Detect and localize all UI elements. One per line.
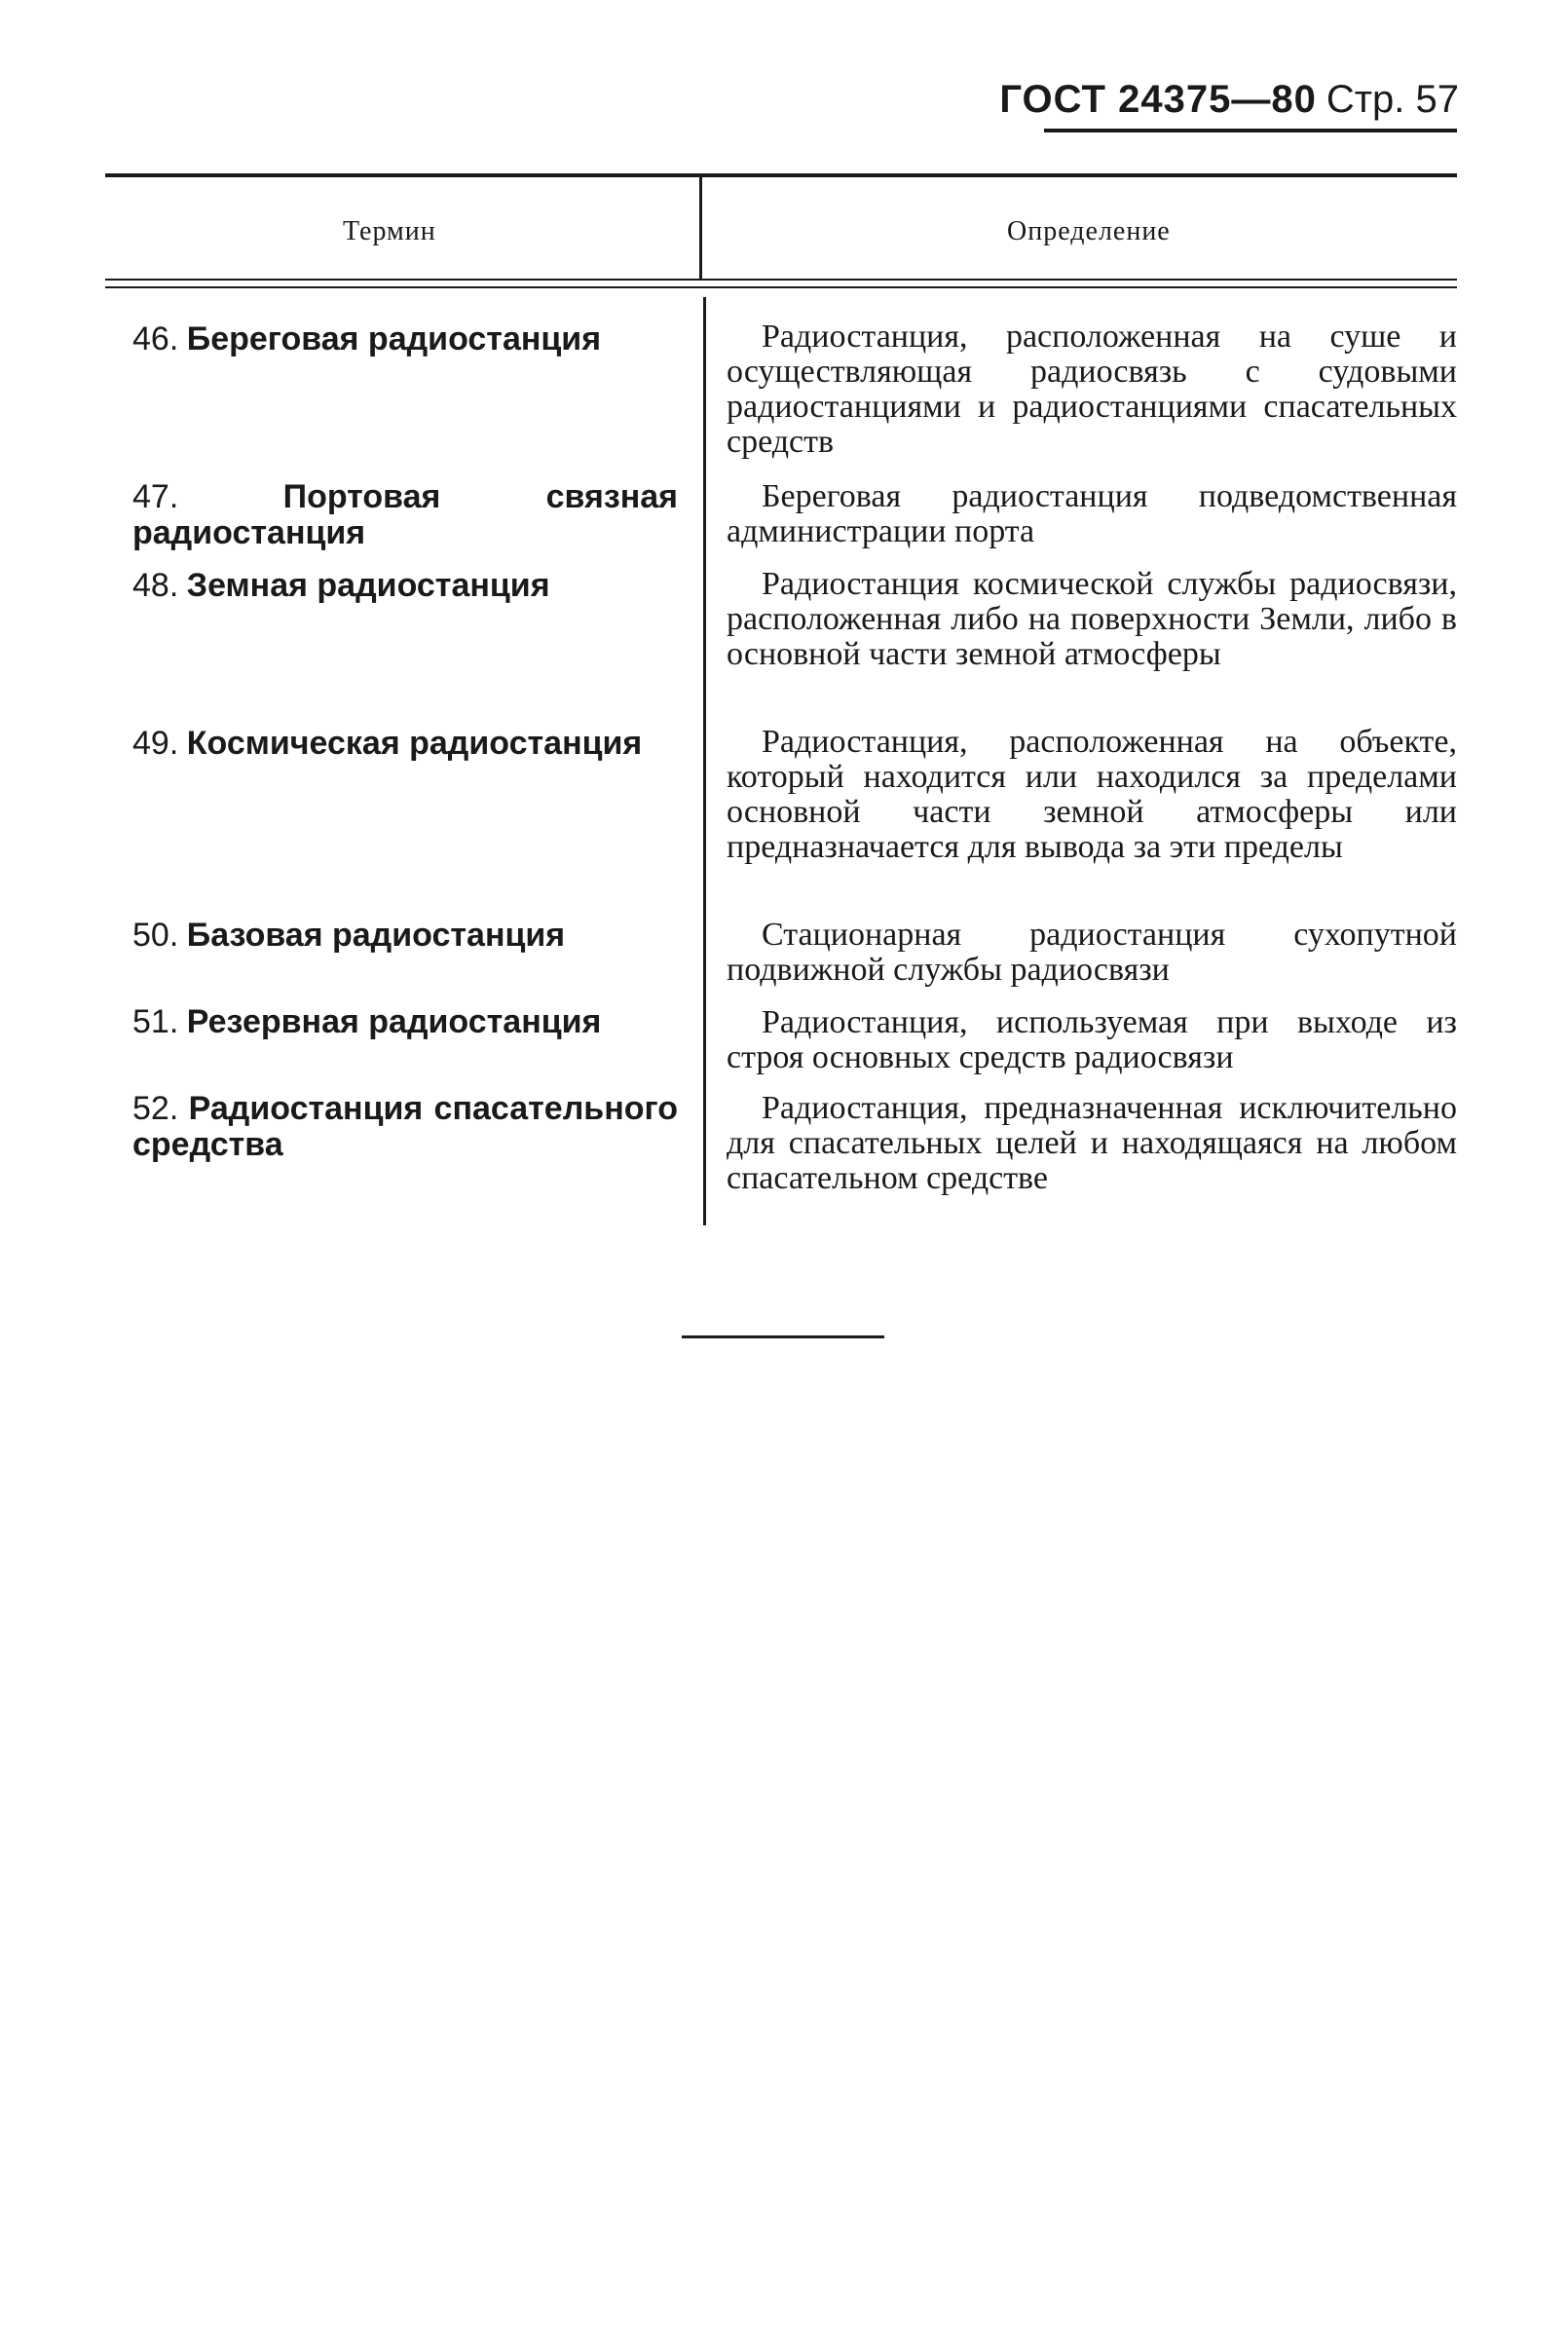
table-header-rule [105,279,1457,281]
column-divider-body [703,297,706,1225]
definition-row-47: Береговая радиостанция подведомственная администрации порта [727,478,1457,549]
header-underline [1044,129,1457,132]
term-row-52 [132,1091,678,1163]
page-number: Стр. 57 [1325,78,1459,121]
term-text: Земная радиостанция [186,567,550,604]
term-row-47 [132,479,678,551]
table-header-rule-double [105,286,1457,288]
term-number: 47. [132,478,179,515]
term-number: 50. [132,917,179,954]
definition-row-51: Радиостанция, используемая при выходе из строя основных средств радиосвязи [727,1004,1457,1075]
column-header-definition: Определение [1007,216,1171,246]
term-row-48 [132,568,678,604]
section-end-rule [682,1335,884,1338]
definition-row-49: Радиостанция, расположенная на объекте, который находится или находился за пределами основной части земной атмосферы или предназначается для вывода за эти пределы [727,724,1457,865]
term-number: 48. [132,567,179,604]
definition-row-52: Радиостанция, предназначенная исключительно для спасательных целей и находящаяся на любом спасательном средстве [727,1090,1457,1196]
term-text: Космическая радиостанция [186,725,643,762]
term-text: Базовая радиостанция [186,917,566,954]
term-row-50 [132,918,678,954]
term-text: Береговая радиостанция [186,320,602,357]
page-header [999,76,1459,123]
term-number: 49. [132,725,179,762]
term-row-46 [132,321,678,357]
term-row-49 [132,726,678,762]
definition-row-50: Стационарная радиостанция сухопутной подвижной службы радиосвязи [727,917,1457,988]
definition-row-48: Радиостанция космической службы радиосвязи, расположенная либо на поверхности Земли, либо в основной части земной атмосферы [727,566,1457,672]
term-text: Радиостанция спасательного средства [132,1090,678,1163]
term-number: 46. [132,320,179,357]
term-number: 51. [132,1003,179,1040]
table-top-rule [105,173,1457,177]
standard-number: ГОСТ 24375—80 [999,78,1317,121]
term-row-51 [132,1004,678,1040]
column-divider-header [699,177,702,279]
term-text: Резервная радиостанция [186,1003,602,1040]
definition-row-46: Радиостанция, расположенная на суше и осуществляющая радиосвязь с судовыми радиостанциями и радиостанциями спасательных средств [727,319,1457,460]
term-number: 52. [132,1090,179,1127]
term-text: Портовая связная радиостанция [132,478,679,551]
column-header-term: Термин [343,216,436,246]
